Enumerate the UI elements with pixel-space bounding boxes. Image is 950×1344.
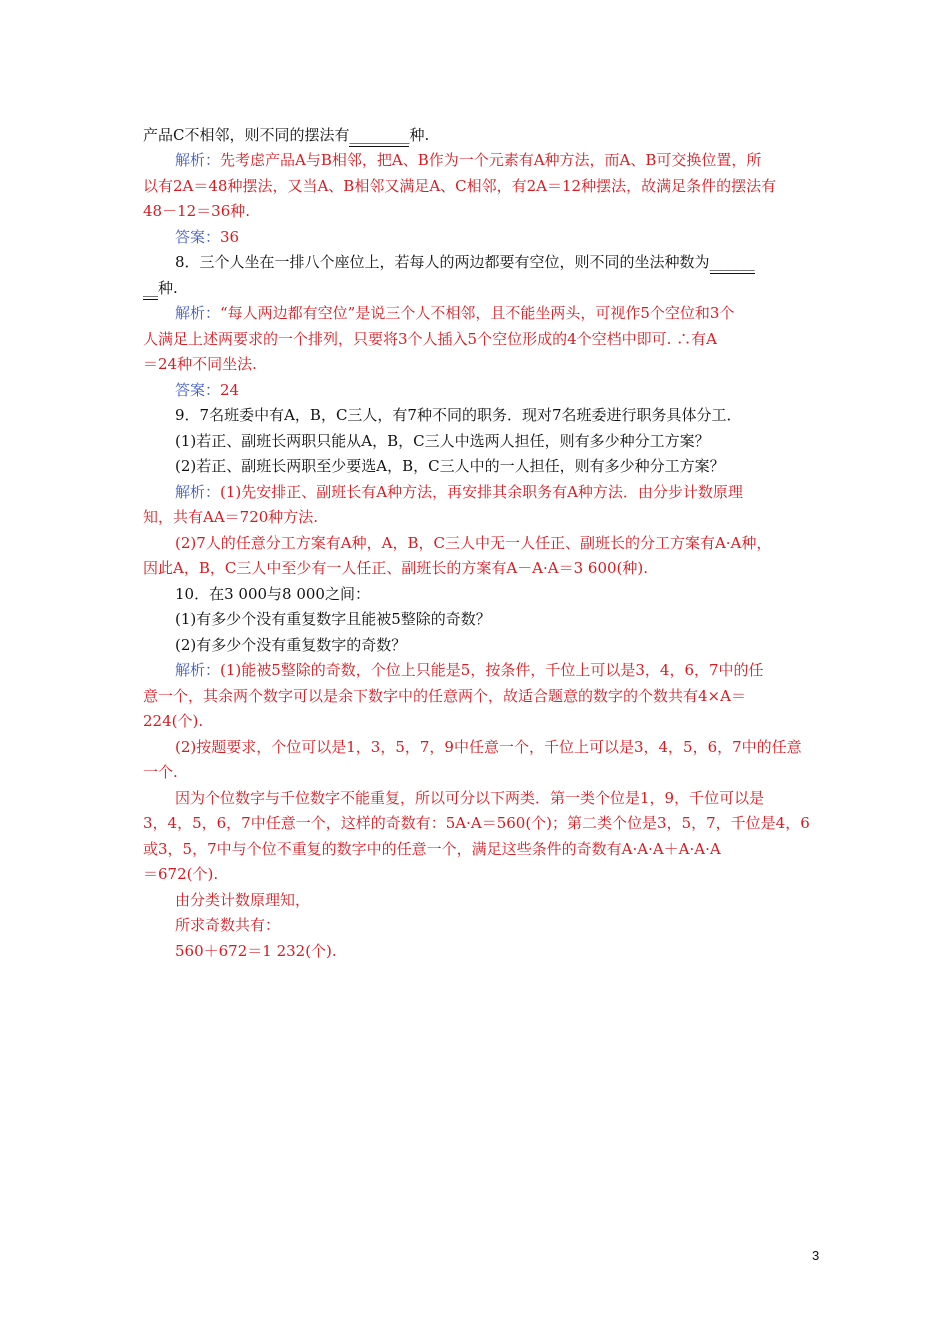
text-segment: 560＋672＝1 232(个). [175,942,337,960]
text-line-l1 [143,124,823,147]
text-segment: (2)按题要求，个位可以是1，3，5，7，9中任意一个，千位上可以是3，4，5，6，7中的任意 [175,738,802,756]
text-line-l32 [175,914,855,936]
text-line-l5 [175,226,855,248]
text-segment: 种. [409,126,430,144]
text-line-l26 [143,761,823,783]
text-segment: 或3，5，7中与个位不重复的数字中的任意一个，满足这些条件的奇数有A·A·A＋A·A·A [143,840,721,858]
text-line-l20 [175,608,855,630]
text-segment: __ [143,277,158,300]
text-line-l27 [175,787,855,809]
text-line-l16 [143,506,823,528]
text-line-l31 [175,889,855,911]
text-segment: (2)若正、副班长两职至少要选A，B，C三人中的一人担任，则有多少种分工方案？ [175,457,725,475]
text-line-l11 [175,379,855,401]
text-line-l18 [143,557,823,579]
text-line-l13 [175,430,855,452]
text-line-l17 [175,532,855,554]
answer-label: 答案： [175,228,221,246]
text-segment: (2)有多少个没有重复数字的奇数？ [175,636,407,654]
text-line-l15 [175,481,855,503]
text-line-l6 [175,251,855,274]
text-segment: (2)7人的任意分工方案有A种，A，B，C三人中无一人任正、副班长的分工方案有A·A种， [175,534,772,552]
text-line-l29 [143,838,823,860]
text-segment: “每人两边都有空位”是说三个人不相邻，且不能坐两头，可视作5个空位和3个 [220,304,735,322]
text-line-l12 [175,404,855,426]
text-line-l22 [175,659,855,681]
text-segment: ＝672(个). [143,865,219,883]
text-segment: 种. [158,279,178,297]
text-segment: 产品C不相邻，则不同的摆法有 [143,126,350,144]
text-line-l2 [175,149,855,171]
text-segment: 3，4，5，6，7中任意一个，这样的奇数有：5A·A＝560(个)；第二类个位是3，5，7，千位是4，6 [143,814,810,832]
text-line-l23 [143,685,823,707]
text-segment: 因为个位数字与千位数字不能重复，所以可分以下两类．第一类个位是1，9，千位可以是 [175,789,765,807]
text-segment: 一个. [143,763,178,781]
text-segment: 24 [220,381,240,399]
text-line-l9 [143,328,823,350]
text-line-l3 [143,175,823,197]
text-line-l8 [175,302,855,324]
text-line-l21 [175,634,855,656]
text-segment: (1)若正、副班长两职只能从A，B，C三人中选两人担任，则有多少种分工方案？ [175,432,710,450]
text-segment: 10．在3 000与8 000之间： [175,585,370,603]
text-segment: 36 [220,228,240,246]
answer-label: 解析： [175,151,221,169]
text-line-l4 [143,200,823,222]
text-segment: 因此A，B，C三人中至少有一人任正、副班长的方案有A－A·A＝3 600(种). [143,559,649,577]
text-line-l14 [175,455,855,477]
text-segment: ______ [710,251,755,274]
text-line-l25 [175,736,855,758]
text-segment: 48－12＝36种. [143,202,251,220]
text-line-l10 [143,353,823,375]
text-segment: 知，共有AA＝720种方法. [143,508,319,526]
text-segment: ＝24种不同坐法. [143,355,257,373]
text-segment: 由分类计数原理知， [175,891,311,909]
text-segment: 人满足上述两要求的一个排列，只要将3个人插入5个空位形成的4个空档中即可. ∴有A [143,330,718,348]
text-segment: 意一个，其余两个数字可以是余下数字中的任意两个，故适合题意的数字的个数共有4×A＝ [143,687,746,705]
answer-label: 解析： [175,304,221,322]
answer-label: 解析： [175,661,221,679]
text-segment: 8．三个人坐在一排八个座位上，若每人的两边都要有空位，则不同的坐法种数为 [175,253,710,271]
text-segment: 以有2A＝48种摆法，又当A、B相邻又满足A、C相邻，有2A＝12种摆法，故满足条件的摆法有 [143,177,777,195]
text-line-l7 [143,277,823,300]
text-segment: (1)先安排正、副班长有A种方法，再安排其余职务有A种方法．由分步计数原理 [220,483,743,501]
text-line-l28 [143,812,823,834]
text-segment: 224(个). [143,712,204,730]
text-line-l33 [175,940,855,962]
text-segment: (1)有多少个没有重复数字且能被5整除的奇数？ [175,610,491,628]
text-segment: 先考虑产品A与B相邻，把A、B作为一个元素有A种方法，而A、B可交换位置，所 [220,151,762,169]
text-segment: (1)能被5整除的奇数，个位上只能是5，按条件，千位上可以是3，4，6，7中的任 [220,661,764,679]
text-segment: 9．7名班委中有A，B，C三人，有7种不同的职务．现对7名班委进行职务具体分工． [175,406,742,424]
text-line-l24 [143,710,823,732]
text-segment: 所求奇数共有： [175,916,281,934]
text-line-l30 [143,863,823,885]
text-line-l19 [175,583,855,605]
answer-label: 答案： [175,381,221,399]
text-segment: ________ [349,124,409,147]
answer-label: 解析： [175,483,221,501]
page-number: 3 [812,1248,820,1263]
